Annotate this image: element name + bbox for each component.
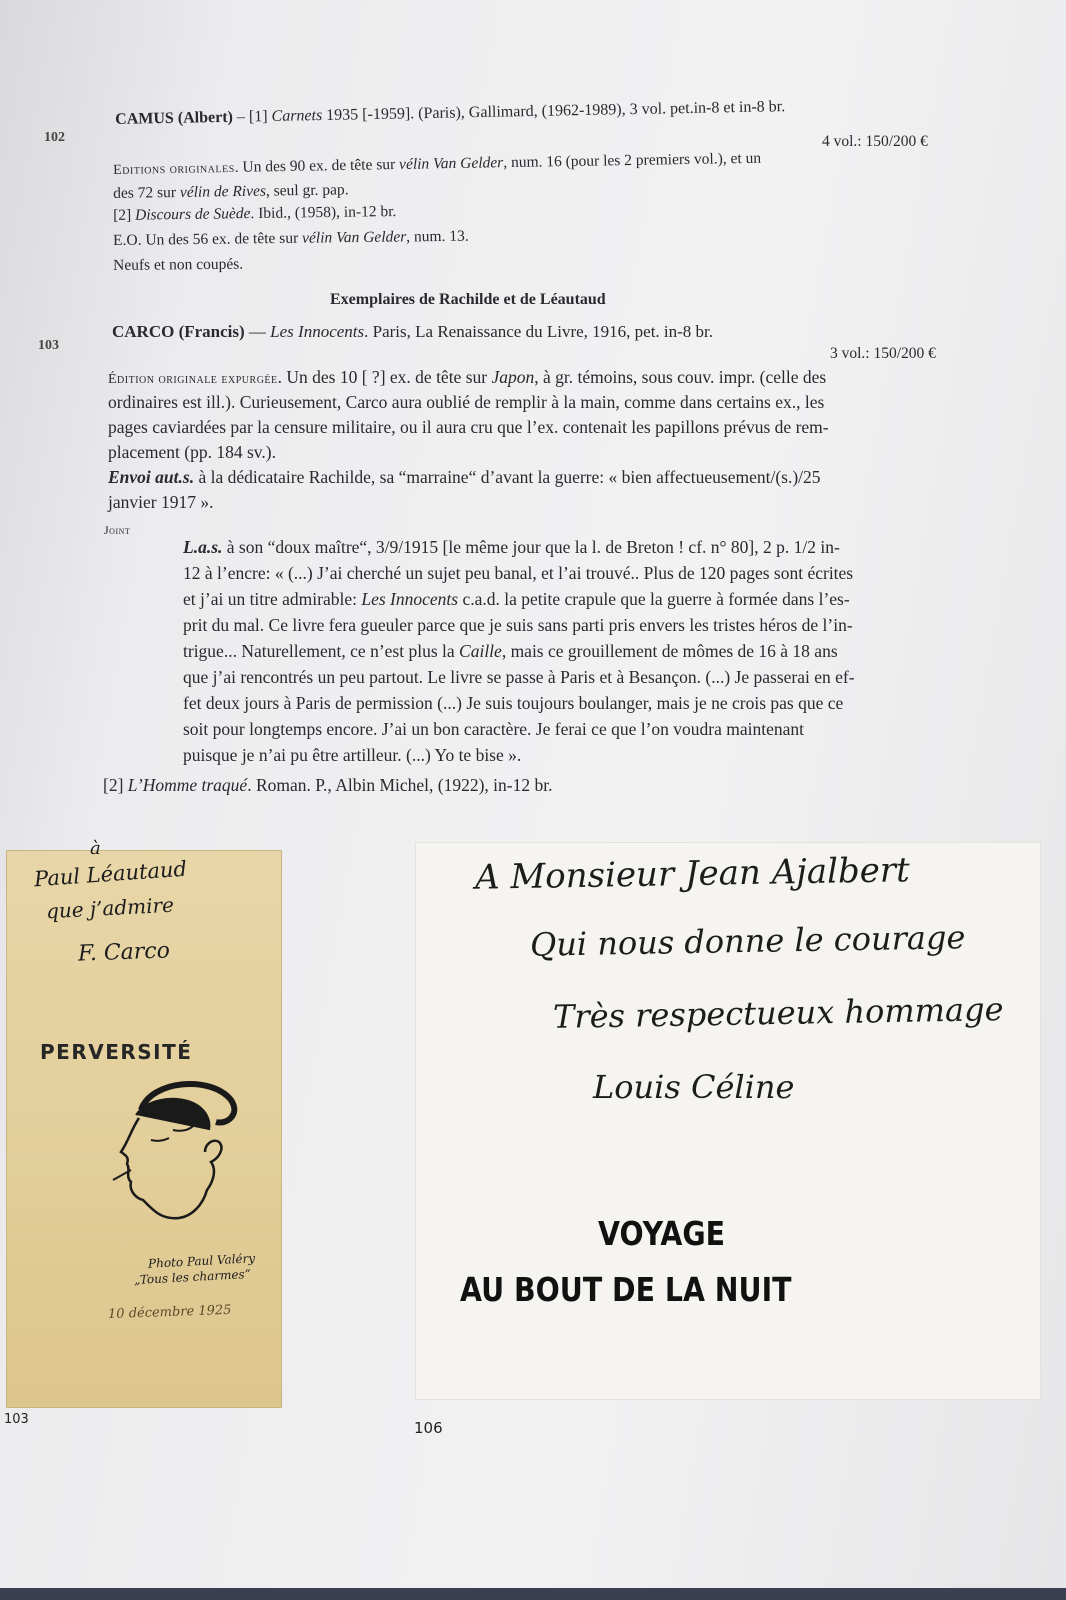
lot-number-103: 103 [38, 338, 59, 353]
author-camus: CAMUS (Albert) [115, 108, 234, 128]
photo-caption-2: „Tous les charmes” [133, 1266, 252, 1288]
handwriting-signature: Louis Céline [593, 1068, 795, 1106]
entry-103-line5: Envoi aut.s. à la dédicataire Rachilde, sa “marraine“ d’avant la guerre: « bien affectueusement/(s.)/25 [108, 467, 821, 487]
entry-102-line2: des 72 sur vélin de Rives, seul gr. pap. [113, 181, 349, 202]
entry-103-heading: CARCO (Francis) — Les Innocents. Paris, La Renaissance du Livre, 1916, pet. in-8 br. [112, 322, 714, 341]
caption-number-left: 103 [4, 1412, 29, 1427]
quote-line9: puisque je n’ai pu être artilleur. (...) Yo te bise ». [183, 745, 522, 765]
price-103: 3 vol.: 150/200 € [830, 345, 936, 362]
handwriting-line3: Très respectueux hommage [552, 990, 1004, 1036]
voyage-dedication-photo [415, 842, 1041, 1400]
entry-102-line1: Editions originales. Un des 90 ex. de tête sur vélin Van Gelder, num. 16 (pour les 2 premiers vol.), et un [113, 149, 762, 178]
voyage-title-line1: VOYAGE [598, 1214, 726, 1253]
author-carco: CARCO (Francis) [112, 322, 245, 341]
handwritten-date: 10 décembre 1925 [107, 1302, 232, 1323]
handwriting-a: à [90, 838, 101, 859]
handwriting-signature: F. Carco [77, 938, 171, 967]
entry-103-line4: placement (pp. 184 sv.). [108, 442, 276, 462]
entry-102-heading: CAMUS (Albert) – [1] Carnets 1935 [-1959]. (Paris), Gallimard, (1962-1989), 3 vol. pet.in-8 et in-8 br. [115, 98, 786, 128]
entry-103-line7: [2] L’Homme traqué. Roman. P., Albin Michel, (1922), in-12 br. [103, 775, 553, 795]
quote-line7: fet deux jours à Paris de permission (...) Je suis toujours boulanger, mais je ne crois pas que ce [183, 693, 844, 713]
price-102: 4 vol.: 150/200 € [822, 133, 928, 150]
entry-103-line2: ordinaires est ill.). Curieusement, Carco aura oublié de remplir à la main, comme dans certains ex., les [108, 392, 825, 412]
section-heading: Exemplaires de Rachilde et de Léautaud [330, 291, 606, 308]
entry-102-line4: E.O. Un des 56 ex. de tête sur vélin Van Gelder, num. 13. [113, 227, 469, 249]
quote-line5: trigue... Naturellement, ce n’est plus la Caille, mais ce grouillement de mômes de 16 à 18 ans [183, 641, 838, 661]
perversite-title: PERVERSITÉ [40, 1040, 193, 1064]
perversite-photo [6, 838, 282, 1408]
entry-102-line5: Neufs et non coupés. [113, 255, 244, 274]
handwriting-line2: que j’admire [45, 892, 175, 924]
quote-line2: 12 à l’encre: « (...) J’ai cherché un sujet peu banal, et l’ai trouvé.. Plus de 120 pages sont écrites [183, 563, 854, 583]
entry-103-line3: pages caviardées par la censure militaire, ou il aura cru que l’ex. contenait les papillons prévus de rem- [108, 417, 829, 437]
quote-line6: que j’ai rencontrés un peu partout. Le livre se passe à Paris et à Besançon. (...) Je passerai en ef- [183, 667, 855, 687]
quote-line4: prit du mal. Ce livre fera gueuler parce que je suis sans parti pris envers les tristes héros de l’in- [183, 615, 853, 635]
photo-caption-1: Photo Paul Valéry [147, 1251, 256, 1271]
quote-line3: et j’ai un titre admirable: Les Innocents c.a.d. la petite crapule que la guerre à formée dans l’es- [183, 589, 850, 609]
handwriting-line1: Paul Léautaud [33, 856, 188, 892]
entry-102-line3: [2] Discours de Suède. Ibid., (1958), in-12 br. [113, 203, 397, 224]
voyage-title-line2: AU BOUT DE LA NUIT [460, 1270, 792, 1309]
handwriting-line2: Qui nous donne le courage [529, 918, 966, 964]
entry-103-line6: janvier 1917 ». [108, 492, 214, 512]
handwriting-line1: A Monsieur Jean Ajalbert [474, 850, 911, 898]
quote-line8: soit pour longtemps encore. J’ai un bon caractère. Je ferai ce que l’on voudra maintenant [183, 719, 805, 739]
caricature-sketch [101, 1070, 251, 1250]
entry-103-line1: Édition originale expurgée. Un des 10 [ ?] ex. de tête sur Japon, à gr. témoins, sous couv. impr. (celle des [108, 367, 827, 387]
quote-line1: L.a.s. à son “doux maître“, 3/9/1915 [le même jour que la l. de Breton ! cf. n° 80], 2 p. 1/2 in- [183, 537, 840, 557]
caption-number-right: 106 [414, 1419, 443, 1437]
lot-number-102: 102 [44, 130, 65, 145]
joint-label: Joint [104, 523, 131, 537]
